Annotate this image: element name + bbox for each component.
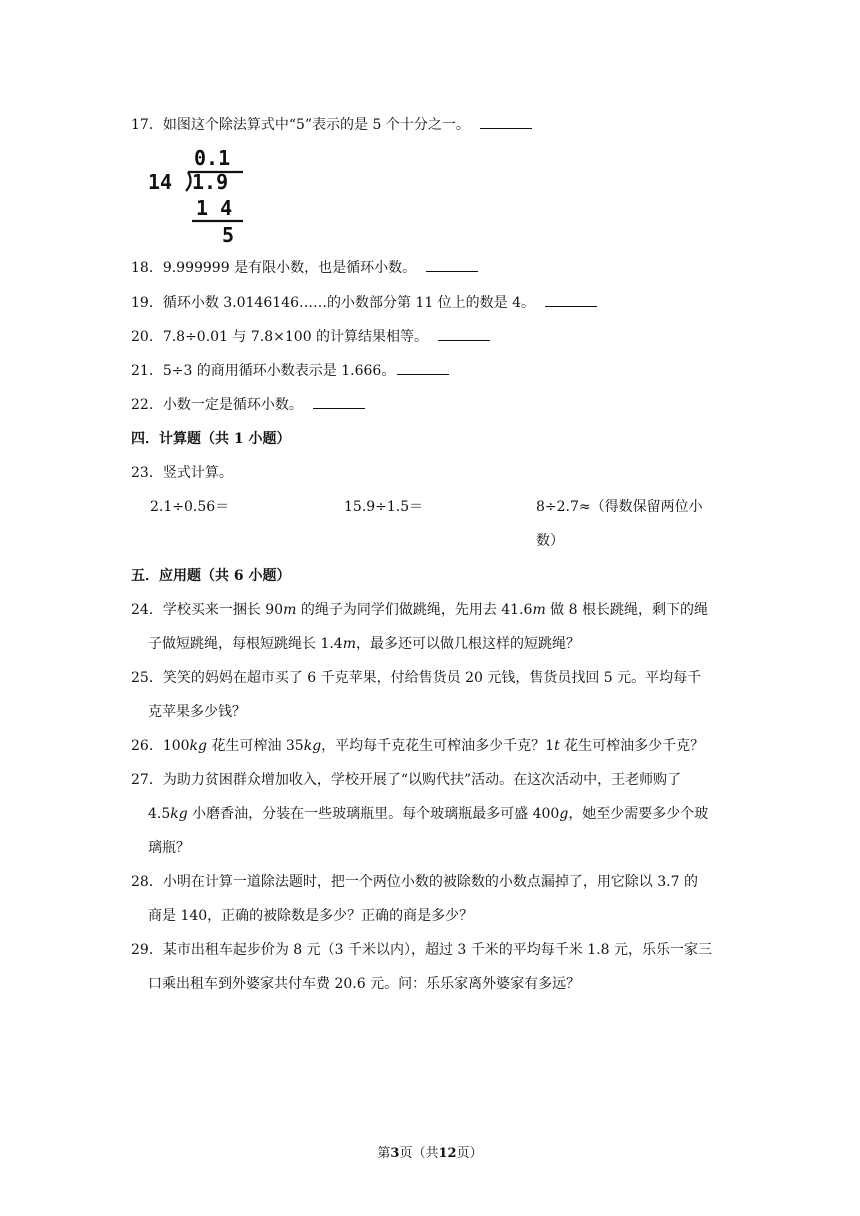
q24-text-a: 24．学校买来一捆长 90 [131,602,284,618]
unit-t: t [554,738,560,754]
question-18 [131,258,478,278]
page-footer [0,1142,860,1161]
current-page-number: 3 [390,1146,400,1161]
question-26 [131,736,704,756]
question-18-text: 18．9.999999 是有限小数，也是循环小数。 [131,260,417,276]
question-27-line2 [148,804,708,824]
unit-kg: kg [189,738,207,754]
unit-kg: kg [303,738,322,754]
question-25-line1: 25．笑笑的妈妈在超市买了 6 千克苹果，付给售货员 20 元钱，售货员找回 5 元。平均每千 [131,670,702,686]
division-quotient: 0.1 [194,146,231,170]
question-21-text: 21．5÷3 的商用循环小数表示是 1.666。 [131,363,396,379]
answer-blank[interactable] [545,294,597,307]
footer-prefix: 第 [377,1146,391,1161]
q24-text-c: 做 8 根长跳绳，剩下的绳 [545,602,708,618]
question-17-text: 17．如图这个除法算式中“5”表示的是 5 个十分之一。 [131,117,470,133]
question-21 [131,361,449,381]
q27-text-a: 4.5 [148,806,171,822]
question-19-text: 19．循环小数 3.0146146……的小数部分第 11 位上的数是 4。 [131,295,536,311]
answer-blank[interactable] [397,362,449,375]
question-24-line1 [131,600,708,620]
long-division-figure [146,145,250,247]
expression-3-line1: 8÷2.7≈（得数保留两位小 [536,499,703,515]
answer-blank[interactable] [426,259,478,272]
section-5-heading: 五．应用题（共 6 小题） [131,568,291,584]
q26-text-d: 花生可榨油多少千克？ [559,738,705,754]
q24-text-e: ，最多还可以做几根这样的短跳绳？ [356,636,580,652]
q24-text-b: 的绳子为同学们做跳绳，先用去 41.6 [296,602,533,618]
question-20 [131,327,490,347]
q27-text-b: 小磨香油，分装在一些玻璃瓶里。每个玻璃瓶最多可盛 400 [187,806,560,822]
answer-blank[interactable] [480,116,532,129]
division-dividend: 1.9 [192,170,229,194]
question-25-line2: 克苹果多少钱？ [148,704,246,720]
expression-2: 15.9÷1.5＝ [344,499,424,515]
question-20-text: 20．7.8÷0.01 与 7.8×100 的计算结果相等。 [131,329,429,345]
question-23: 23．竖式计算。 [131,465,233,481]
expression-1: 2.1÷0.56＝ [150,499,230,515]
division-remainder: 5 [222,223,235,247]
q26-text-c: ，平均每千克花生可榨油多少千克？1 [321,738,555,754]
question-17 [131,115,532,135]
section-4-heading: 四．计算题（共 1 小题） [131,431,291,447]
answer-blank[interactable] [313,396,365,409]
division-divisor: 14 [148,170,173,194]
footer-suffix: 页） [456,1146,483,1161]
q26-text-b: 花生可榨油 35 [207,738,304,754]
unit-m: m [283,602,297,618]
question-29-line2: 口乘出租车到外婆家共付车费 20.6 元。问：乐乐家离外婆家有多远？ [148,976,581,992]
unit-g: g [559,806,569,822]
question-28-line2: 商是 140，正确的被除数是多少？正确的商是多少？ [148,908,474,924]
total-pages: 12 [438,1146,457,1161]
expression-3-line2: 数） [536,533,564,549]
unit-m: m [532,602,546,618]
question-24-line2 [148,634,580,654]
question-28-line1: 28．小明在计算一道除法题时，把一个两位小数的被除数的小数点漏掉了，用它除以 3.7 的 [131,874,698,890]
q24-text-d: 子做短跳绳，每根短跳绳长 1.4 [148,636,343,652]
answer-blank[interactable] [438,328,490,341]
division-product: 1 4 [196,196,233,220]
question-27-line1: 27．为助力贫困群众增加收入，学校开展了“以购代扶”活动。在这次活动中，王老师购了 [131,772,682,788]
q26-text-a: 26．100 [131,738,190,754]
unit-m: m [342,636,356,652]
unit-kg: kg [170,806,188,822]
question-19 [131,293,597,313]
question-22-text: 22．小数一定是循环小数。 [131,397,303,413]
question-22 [131,395,365,415]
footer-middle: 页（共 [399,1146,439,1161]
question-29-line1: 29．某市出租车起步价为 8 元（3 千米以内），超过 3 千米的平均每千米 1.8 元，乐乐一家三 [131,942,712,958]
q27-text-c: ，她至少需要多少个玻 [568,806,709,822]
question-27-line3: 璃瓶？ [148,840,190,856]
